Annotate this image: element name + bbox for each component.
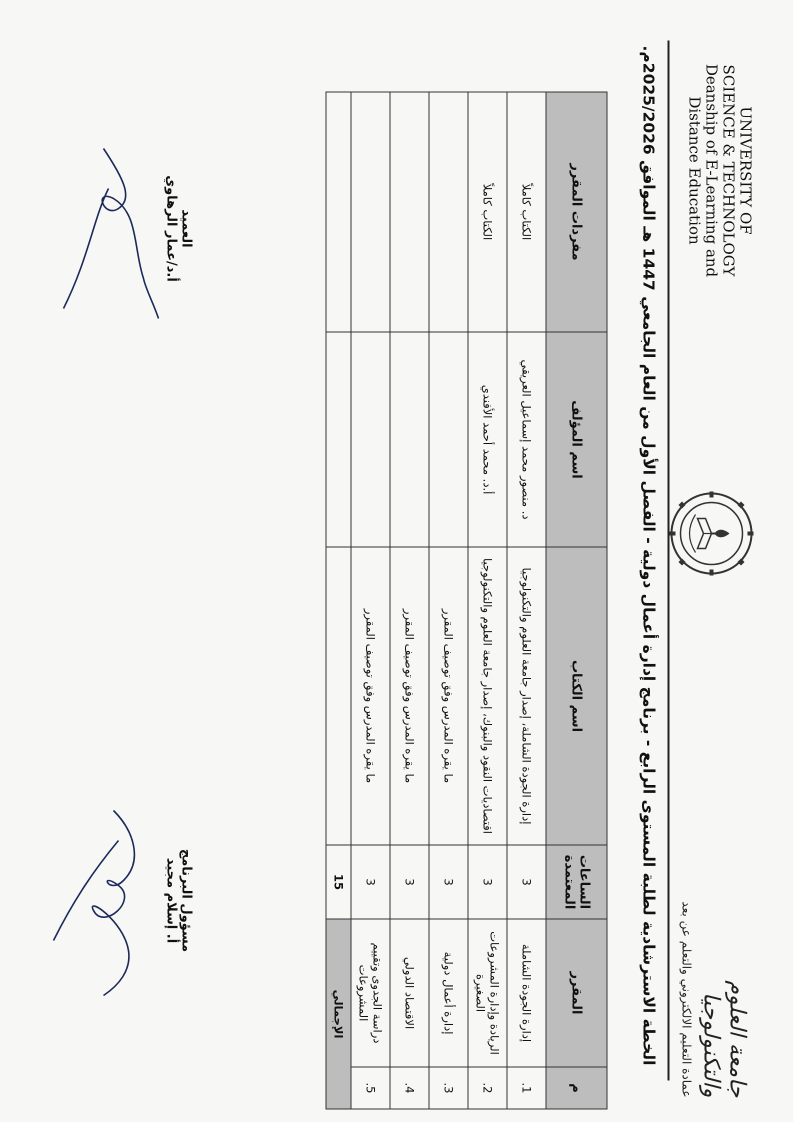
table-row bbox=[507, 92, 546, 1109]
column-header-author: اسم المؤلف bbox=[546, 332, 607, 547]
course-name: الاقتصاد الدولي bbox=[390, 919, 429, 1067]
program-coordinator-signature-block bbox=[43, 790, 193, 1010]
syllabus: الكتاب كاملاً bbox=[468, 92, 507, 332]
column-header-credit-hours: الساعات المعتمدة bbox=[546, 845, 607, 919]
book-name: ما يقره المدرس وفق توصيف المقرر bbox=[390, 547, 429, 845]
column-header-syllabus: مفردات المقرر bbox=[546, 92, 607, 332]
table-row bbox=[468, 92, 507, 1109]
credit-hours: 3 bbox=[390, 845, 429, 919]
credit-hours: 3 bbox=[429, 845, 468, 919]
empty-cell bbox=[326, 92, 351, 332]
table-row bbox=[390, 92, 429, 1109]
dean-title: العميد bbox=[178, 208, 193, 248]
total-label: الإجمالي bbox=[326, 919, 351, 1109]
credit-hours: 3 bbox=[468, 845, 507, 919]
credit-hours: 3 bbox=[507, 845, 546, 919]
row-number: 5. bbox=[351, 1067, 390, 1109]
author-name bbox=[390, 332, 429, 547]
total-credit-hours: 15 bbox=[326, 845, 351, 919]
syllabus bbox=[429, 92, 468, 332]
book-name: ما يقره المدرس وفق توصيف المقرر bbox=[351, 547, 390, 845]
column-header-course: المقرر bbox=[546, 919, 607, 1067]
author-name bbox=[429, 332, 468, 547]
university-name-ar-logo: جامعة العلوم والتكنولوجيا bbox=[698, 979, 749, 1097]
deanship-line: Deanship of E-Learning and bbox=[702, 63, 720, 277]
syllabus: الكتاب كاملاً bbox=[507, 92, 546, 332]
course-name: الريادة وإدارة المشروعات الصغيرة bbox=[468, 919, 507, 1067]
university-crest-icon bbox=[667, 488, 755, 578]
empty-cell bbox=[326, 547, 351, 845]
course-plan-table bbox=[325, 91, 607, 1109]
syllabus bbox=[351, 92, 390, 332]
column-header-book-name: اسم الكتاب bbox=[546, 547, 607, 845]
course-name: دراسة الجدوى وتقييم المشروعات bbox=[351, 919, 390, 1067]
university-name-ar bbox=[679, 897, 749, 1097]
syllabus bbox=[390, 92, 429, 332]
program-coordinator-signature-icon bbox=[43, 800, 163, 1000]
table-row bbox=[351, 92, 390, 1109]
row-number: 1. bbox=[507, 1067, 546, 1109]
empty-cell bbox=[326, 332, 351, 547]
dean-signature-block bbox=[43, 118, 193, 338]
dean-signature-icon bbox=[43, 128, 163, 328]
course-name: إدارة الجودة الشاملة bbox=[507, 919, 546, 1067]
table-header-row bbox=[546, 92, 607, 1109]
author-name: د. منصور محمد إسماعيل العريقي bbox=[507, 332, 546, 547]
author-name bbox=[351, 332, 390, 547]
dean-name: أ.د/عمار الرهاوي bbox=[163, 174, 178, 282]
row-number: 2. bbox=[468, 1067, 507, 1109]
table-row bbox=[429, 92, 468, 1109]
course-name: إدارة أعمال دولية bbox=[429, 919, 468, 1067]
deanship-name-ar: عمادة التعليم الالكتروني والتعلم عن بعد bbox=[679, 900, 693, 1097]
column-header-number: م bbox=[546, 1067, 607, 1109]
university-line: SCIENCE & TECHNOLOGY bbox=[719, 64, 737, 276]
university-name-en bbox=[685, 55, 753, 285]
program-coordinator-title: مسؤول البرنامج bbox=[178, 848, 193, 952]
book-name: اقتصاديات النقود والبنوك، إصدار جامعة العلوم والتكنولوجيا bbox=[468, 547, 507, 845]
document-title: الخطة الاسترشادية لطلبة المستوى الرابع - برنامج إدارة أعمال دولية - الفصل الأول من العام الجامعي 1447 هـ الموافق 2025/2026م. bbox=[639, 45, 657, 1065]
author-name: أ.د. محمد أحمد الأفندي bbox=[468, 332, 507, 547]
program-coordinator-name: أ. إسلام مجيد bbox=[163, 857, 178, 943]
credit-hours: 3 bbox=[351, 845, 390, 919]
book-name: ما يقره المدرس وفق توصيف المقرر bbox=[429, 547, 468, 845]
university-line: UNIVERSITY OF bbox=[736, 105, 754, 235]
row-number: 3. bbox=[429, 1067, 468, 1109]
deanship-line: Distance Education bbox=[685, 95, 703, 245]
row-number: 4. bbox=[390, 1067, 429, 1109]
table-total-row bbox=[326, 92, 351, 1109]
book-name: إدارة الجودة الشاملة، إصدار جامعة العلوم والتكنولوجيا bbox=[507, 547, 546, 845]
header-divider bbox=[667, 40, 669, 1080]
